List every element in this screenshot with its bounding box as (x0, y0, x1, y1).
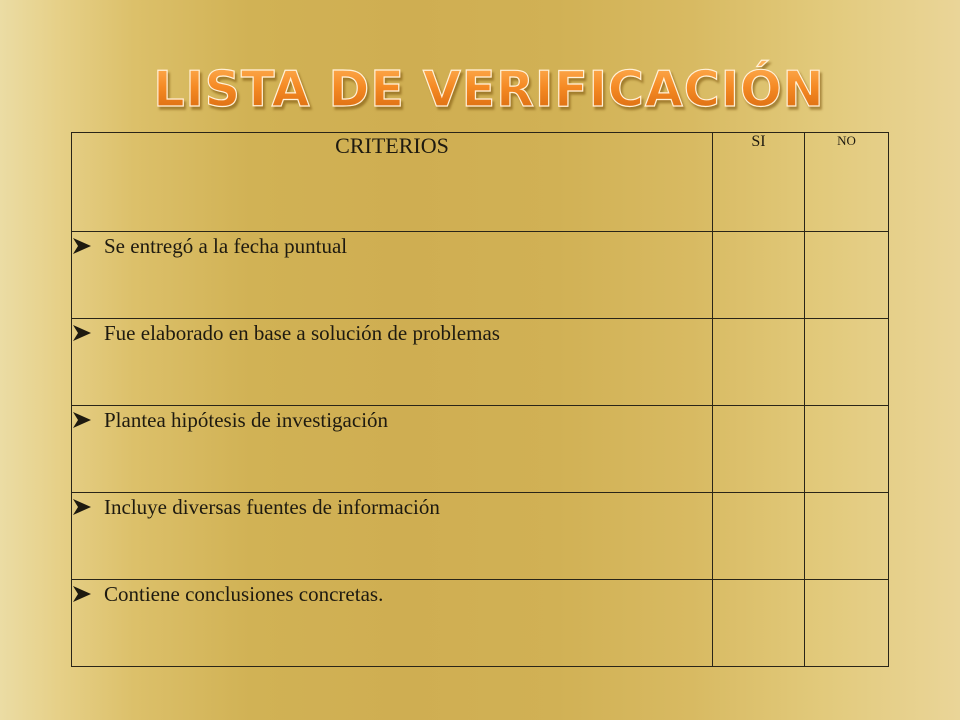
arrowhead-bullet-icon (72, 411, 92, 429)
criterion-text: Plantea hipótesis de investigación (104, 408, 389, 432)
criteria-column-header: CRITERIOS (72, 133, 713, 232)
table-header-row (72, 133, 889, 232)
yes-checkbox-cell[interactable] (713, 580, 805, 667)
criterion-text: Se entregó a la fecha puntual (104, 234, 348, 258)
criterion-text: Incluye diversas fuentes de información (104, 495, 440, 519)
criterion-cell (72, 406, 713, 493)
arrowhead-bullet-icon (72, 324, 92, 342)
criterion-text: Contiene conclusiones concretas. (104, 582, 384, 606)
yes-checkbox-cell[interactable] (713, 493, 805, 580)
table-row (72, 406, 889, 493)
arrowhead-bullet-icon (72, 237, 92, 255)
criterion-cell (72, 493, 713, 580)
criterion-cell (72, 232, 713, 319)
arrowhead-bullet-icon (72, 498, 92, 516)
criterion-cell (72, 319, 713, 406)
no-checkbox-cell[interactable] (805, 406, 889, 493)
checklist-table (71, 132, 889, 667)
yes-checkbox-cell[interactable] (713, 319, 805, 406)
yes-checkbox-cell[interactable] (713, 406, 805, 493)
no-checkbox-cell[interactable] (805, 232, 889, 319)
table-row (72, 232, 889, 319)
criterion-text: Fue elaborado en base a solución de problemas (104, 321, 500, 345)
slide-title-text: LISTA DE VERIFICACIÓN (153, 61, 825, 118)
slide-title (0, 60, 960, 120)
no-checkbox-cell[interactable] (805, 580, 889, 667)
table-row (72, 319, 889, 406)
table-row (72, 580, 889, 667)
yes-column-header: SI (713, 133, 805, 232)
no-checkbox-cell[interactable] (805, 493, 889, 580)
no-column-header: NO (805, 133, 889, 232)
yes-checkbox-cell[interactable] (713, 232, 805, 319)
table-row (72, 493, 889, 580)
arrowhead-bullet-icon (72, 585, 92, 603)
no-checkbox-cell[interactable] (805, 319, 889, 406)
criterion-cell (72, 580, 713, 667)
